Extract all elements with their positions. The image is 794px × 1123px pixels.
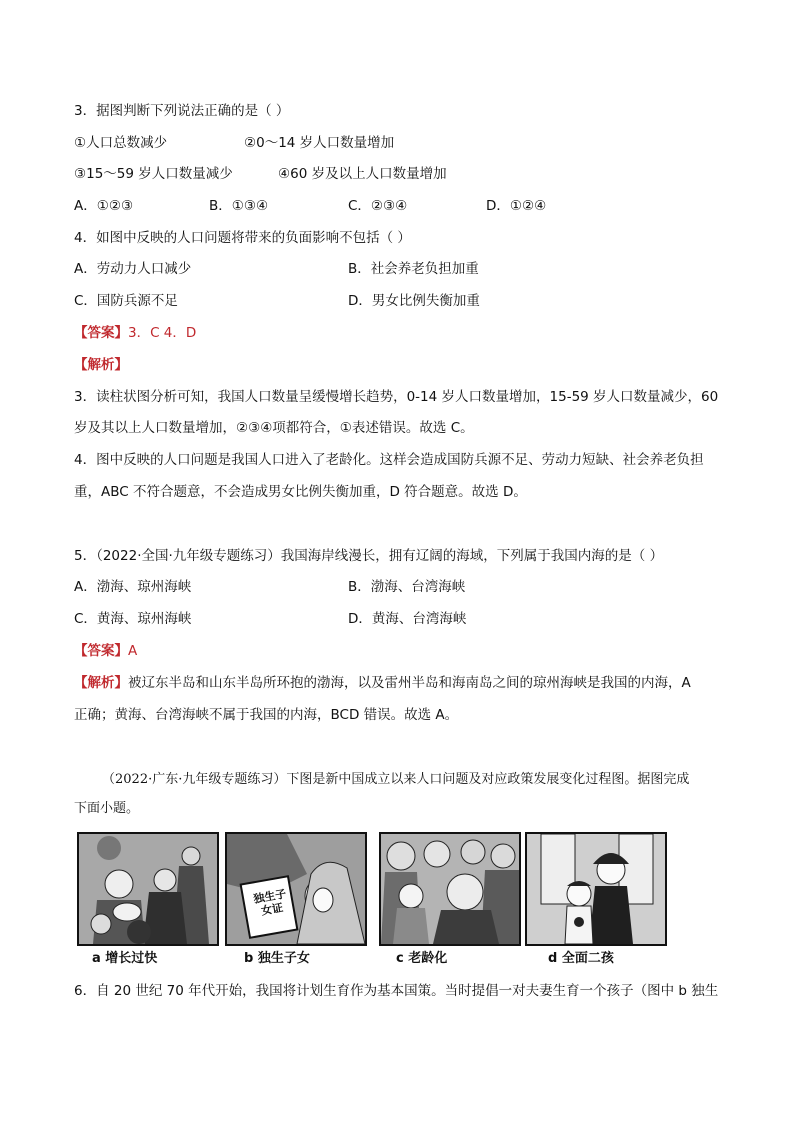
answer-3-4 — [74, 323, 196, 343]
q5-option-c: C．黄海、琼州海峡 — [74, 611, 192, 627]
answer-text: A — [128, 643, 138, 659]
q3-statement-4: ④60 岁及以上人口数量增加 — [278, 166, 447, 182]
q5-option-b: B．渤海、台湾海峡 — [348, 579, 466, 595]
q3-option-c: C．②③④ — [348, 198, 408, 214]
q4-option-a: A．劳动力人口减少 — [74, 261, 192, 277]
q3-option-b: B．①③④ — [209, 198, 269, 214]
q3-option-a: A．①②③ — [74, 198, 134, 214]
panel-b-illustration — [225, 832, 367, 946]
analysis-3-line2: 岁及其以上人口数量增加，②③④项都符合，①表述错误。故选 C。 — [74, 420, 474, 436]
caption-d: d 全面二孩 — [548, 951, 614, 966]
caption-a: a 增长过快 — [92, 951, 158, 966]
q3-stem: 3．据图判断下列说法正确的是（ ） — [74, 103, 290, 119]
answer-5 — [74, 641, 137, 661]
analysis-4-line1: 4．图中反映的人口问题是我国人口进入了老龄化。这样会造成国防兵源不足、劳动力短缺、社会养老负担 — [74, 452, 704, 468]
panel-d-illustration — [525, 832, 667, 946]
q6-line1: 6．自 20 世纪 70 年代开始，我国将计划生育作为基本国策。当时提倡一对夫妻生育一个孩子（图中 b 独生 — [74, 983, 719, 999]
analysis-label: 【解析】 — [74, 357, 128, 373]
q3-statement-2: ②0～14 岁人口数量增加 — [244, 135, 395, 151]
analysis-5-text: 被辽东半岛和山东半岛所环抱的渤海，以及雷州半岛和海南岛之间的琼州海峡是我国的内海，A — [128, 675, 691, 691]
q3-statement-1: ①人口总数减少 — [74, 135, 168, 151]
figure-intro-line2: 下面小题。 — [74, 801, 140, 816]
q4-option-c: C．国防兵源不足 — [74, 293, 178, 309]
analysis-5-line1 — [74, 673, 691, 693]
q5-stem: 5．（2022·全国·九年级专题练习）我国海岸线漫长，拥有辽阔的海域，下列属于我国内海的是（ ） — [74, 548, 664, 564]
q3-statement-3: ③15～59 岁人口数量减少 — [74, 166, 233, 182]
q5-option-d: D．黄海、台湾海峡 — [348, 611, 467, 627]
q3-option-d: D．①②④ — [486, 198, 547, 214]
panel-c-illustration — [379, 832, 521, 946]
certificate-text: 独生子女证 — [252, 887, 288, 918]
caption-b: b 独生子女 — [244, 951, 310, 966]
answer-label: 【答案】 — [74, 643, 128, 659]
analysis-label: 【解析】 — [74, 675, 128, 691]
answer-label: 【答案】 — [74, 325, 128, 341]
figure-intro-line1: （2022·广东·九年级专题练习）下图是新中国成立以来人口问题及对应政策发展变化过程图。据图完成 — [102, 772, 690, 787]
q4-option-d: D．男女比例失衡加重 — [348, 293, 480, 309]
analysis-5-line2: 正确；黄海、台湾海峡不属于我国的内海，BCD 错误。故选 A。 — [74, 707, 459, 723]
q5-option-a: A．渤海、琼州海峡 — [74, 579, 192, 595]
answer-text: 3．C 4．D — [128, 325, 197, 341]
q4-stem: 4．如图中反映的人口问题将带来的负面影响不包括（ ） — [74, 230, 411, 246]
analysis-3-line1: 3．读柱状图分析可知，我国人口数量呈缓慢增长趋势，0-14 岁人口数量增加，15-59 岁人口数量减少，60 — [74, 389, 719, 405]
q4-option-b: B．社会养老负担加重 — [348, 261, 479, 277]
panel-a-illustration — [77, 832, 219, 946]
caption-c: c 老龄化 — [396, 951, 448, 966]
analysis-4-line2: 重，ABC 不符合题意，不会造成男女比例失衡加重，D 符合题意。故选 D。 — [74, 484, 527, 500]
